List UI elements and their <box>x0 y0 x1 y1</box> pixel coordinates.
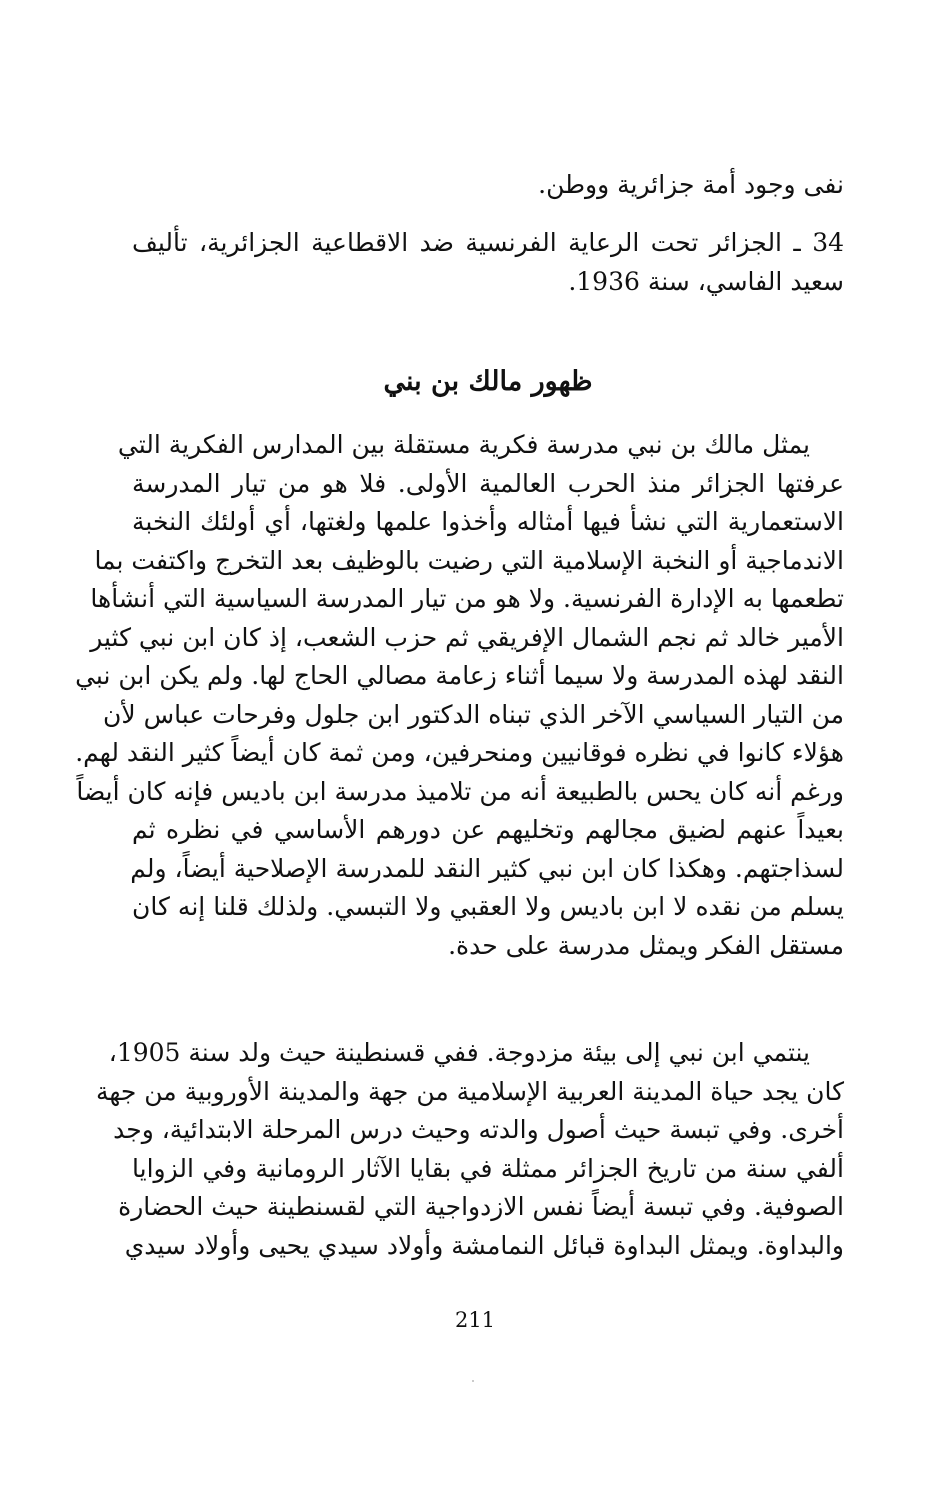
text-line: أخرى. وفي تبسة حيث أصول والدته وحيث درس المرحلة الابتدائية، وجد <box>113 1115 844 1144</box>
footnote-continuation <box>132 166 844 205</box>
text-line: هؤلاء كانوا في نظره فوقانيين ومنحرفين، ومن ثمة كان أيضاً كثير النقد لهم. <box>75 738 844 767</box>
text-line: يمثل مالك بن نبي مدرسة فكرية مستقلة بين المدارس الفكرية التي <box>117 430 810 459</box>
paragraph-2 <box>95 1034 844 1265</box>
section-heading: ظهور مالك بن بني <box>383 366 593 397</box>
text-line: من التيار السياسي الآخر الذي تبناه الدكتور ابن جلول وفرحات عباس لأن <box>103 699 844 729</box>
text-line: ينتمي ابن نبي إلى بيئة مزدوجة. ففي قسنطينة حيث ولد سنة 1905، <box>108 1038 810 1067</box>
text-line: والبداوة. ويمثل البداوة قبائل النمامشة وأولاد سيدي يحيى وأولاد سيدي <box>124 1230 844 1260</box>
text-line: الاندماجية أو النخبة الإسلامية التي رضيت بالوظيف بعد التخرج واكتفت بما <box>94 545 844 575</box>
text-line: عرفتها الجزائر منذ الحرب العالمية الأولى. فلا هو من تيار المدرسة <box>132 468 845 498</box>
scan-speck <box>472 1380 474 1382</box>
paragraph-1 <box>75 426 845 965</box>
text-line: ورغم أنه كان يحس بالطبيعة أنه من تلاميذ مدرسة ابن باديس فإنه كان أيضاً <box>76 776 844 806</box>
text-line: نفى وجود أمة جزائرية ووطن. <box>538 170 844 199</box>
text-line: يسلم من نقده لا ابن باديس ولا العقبي ولا التبسي. ولذلك قلنا إنه كان <box>132 892 844 921</box>
text-line: الاستعمارية التي نشأ فيها أمثاله وأخذوا علمها ولغتها، أي أولئك النخبة <box>132 507 845 536</box>
text-line: تطعمها به الإدارة الفرنسية. ولا هو من تيار المدرسة السياسية التي أنشأها <box>90 584 844 613</box>
text-line: كان يجد حياة المدينة العربية الإسلامية من جهة والمدينة الأوروبية من جهة <box>95 1076 844 1106</box>
text-line: النقد لهذه المدرسة ولا سيما أثناء زعامة مصالي الحاج لها. ولم يكن ابن نبي <box>75 661 844 690</box>
footnote-34 <box>132 224 844 301</box>
text-line: بعيداً عنهم لضيق مجالهم وتخليهم عن دورهم الأساسي في نظره ثم <box>132 815 844 844</box>
text-line: سعيد الفاسي، سنة 1936. <box>568 266 844 296</box>
text-line: ألفي سنة من تاريخ الجزائر ممثلة في بقايا الآثار الرومانية وفي الزوايا <box>132 1153 844 1183</box>
text-line: الصوفية. وفي تبسة أيضاً نفس الازدواجية التي لقسنطينة حيث الحضارة <box>118 1192 844 1221</box>
text-line: لسذاجتهم. وهكذا كان ابن نبي كثير النقد للمدرسة الإصلاحية أيضاً، ولم <box>130 853 844 883</box>
text-line: الأمير خالد ثم نجم الشمال الإفريقي ثم حزب الشعب، إذ كان ابن نبي كثير <box>90 622 844 652</box>
text-line: 34 ـ الجزائر تحت الرعاية الفرنسية ضد الاقطاعية الجزائرية، تأليف <box>132 228 844 257</box>
page-number: 211 <box>454 1308 496 1332</box>
text-line: مستقل الفكر ويمثل مدرسة على حدة. <box>448 930 844 960</box>
